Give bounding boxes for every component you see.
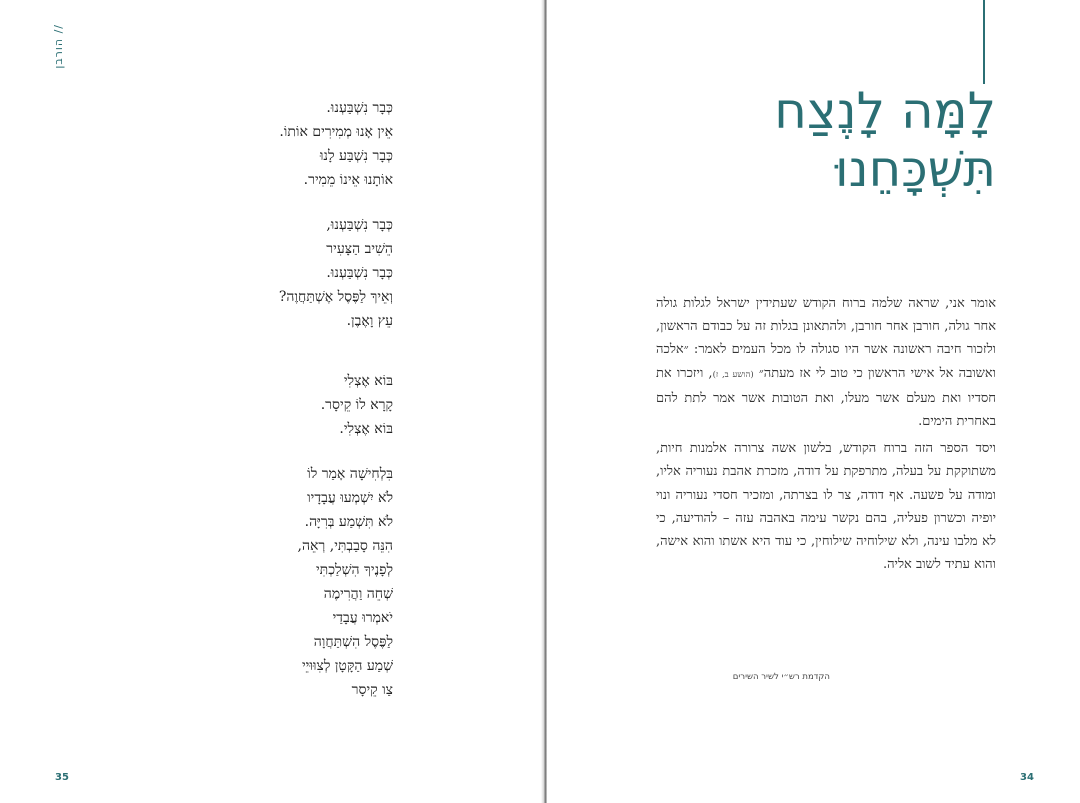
poem-line: יֹאמְרוּ עֲבָדַי [332, 610, 393, 626]
decorative-rule [983, 0, 985, 84]
poem-line: אֵין אָנוּ מְמִירִים אוֹתוֹ. [279, 124, 393, 140]
poem-line: הֵשִׁיב הַצָּעִיר [326, 241, 393, 257]
poem-line: כְּבָר נִשְׁבַּעְנוּ. [326, 265, 393, 281]
intro-paragraph-2: ויסד הספר הזה ברוח הקודש, בלשון אשה צרורה אלמנות חיות, משתוקקת על בעלה, מתרפקת על דודה, מזכרת אהבת נעוריה אליו, ומודה על פשעה. אף דודה, צר לו בצרתה, ומזכיר חסדי נעוריה ונוי יופיה וכשרון פעליה, בהם נקשר עימה באהבה עזה – להודיעה, כי לא מלבו עינה, ולא שילוחיה שילוחין, כי עוד היא אשתו והוא אישה, והוא עתיד לשוב אליה. [656, 441, 996, 573]
poem-line: אוֹתָנוּ אֵינוֹ מֵמִיר. [303, 172, 393, 188]
poem-line: כְּבָר נִשְׁבַּע לָנוּ [319, 148, 393, 164]
poem-line: עֵץ וָאֶבֶן. [346, 313, 393, 329]
poem-line: בּוֹא אֶצְלִי. [339, 421, 393, 437]
intro-paragraph-1 [656, 292, 996, 433]
title-line-1: לָמָּה לָנֶצַח [774, 82, 996, 140]
stanza-3 [133, 369, 393, 441]
poem-line: שְׁמַע הַקָּטָן לְצִוּוּיֵי [302, 658, 393, 674]
poem-line: קָרָא לוֹ קֵיסָר. [320, 397, 393, 413]
poem-line: בִּלְחִישָׁה אָמַר לוֹ [307, 466, 393, 482]
stanza-4 [133, 462, 393, 702]
poem-line: לְפָנֶיךָ הִשְׁלַכְתִּי [316, 562, 393, 578]
poem-line: שְׁחֵה וַהֲרִימֶה [323, 586, 393, 602]
intro-text [656, 292, 996, 576]
title-line-2: תִּשְׁכָּחֵנוּ [834, 140, 996, 198]
poem-line: צַו קֵיסָר [351, 682, 393, 698]
source-caption: הקדמת רש״י לשיר השירים [732, 672, 830, 682]
poem-line: כְּבָר נִשְׁבַּעְנוּ, [326, 217, 393, 233]
poem [133, 96, 393, 702]
poem-line: בּוֹא אֶצְלִי [343, 373, 393, 389]
poem-line: הִנֵּה סָבַבְתִּי, רְאֵה, [297, 538, 393, 554]
running-head: הורבן // [52, 24, 65, 69]
page-number-left: 35 [55, 772, 69, 783]
poem-line: וְאֵיךְ לַפֶּסֶל אֶשְׁתַּחֲוֶה? [278, 289, 393, 305]
poem-line: כְּבָר נִשְׁבַּעְנוּ. [326, 100, 393, 116]
stanza-1 [133, 96, 393, 192]
stanza-2 [133, 213, 393, 333]
poem-line: לֹא יִשְׁמְעוּ עֲבָדָיו [307, 490, 393, 506]
poem-line: לַפֶּסֶל הִשְׁתַּחֲוָה [313, 634, 393, 650]
page-number-right: 34 [1020, 772, 1034, 783]
poem-line: לֹא תִּשְׁמַע בְּרִיָּה. [304, 514, 393, 530]
verse-citation: (הושע ב, ז) [712, 369, 754, 380]
paragraph-text: , ויזכרו את חסדיו ואת מעלם אשר מעלו, ואת הטובות אשר אמר לתת להם באחרית הימים. [656, 365, 996, 430]
page-title [696, 82, 996, 198]
right-page [547, 0, 1080, 803]
paragraph-text: אומר אני, שראה שלמה ברוח הקודש שעתידין ישראל לגלות גולה אחר גולה, חורבן אחר חורבן, ולהתאונן בגלות זה על כבודם הראשון, ולזכור חיבה ראשונה אשר היו סגולה לו מכל העמים לאמר: ״אלכה ואשובה אל אישי הראשון כי טוב לי אז מעתה״ [656, 296, 997, 381]
